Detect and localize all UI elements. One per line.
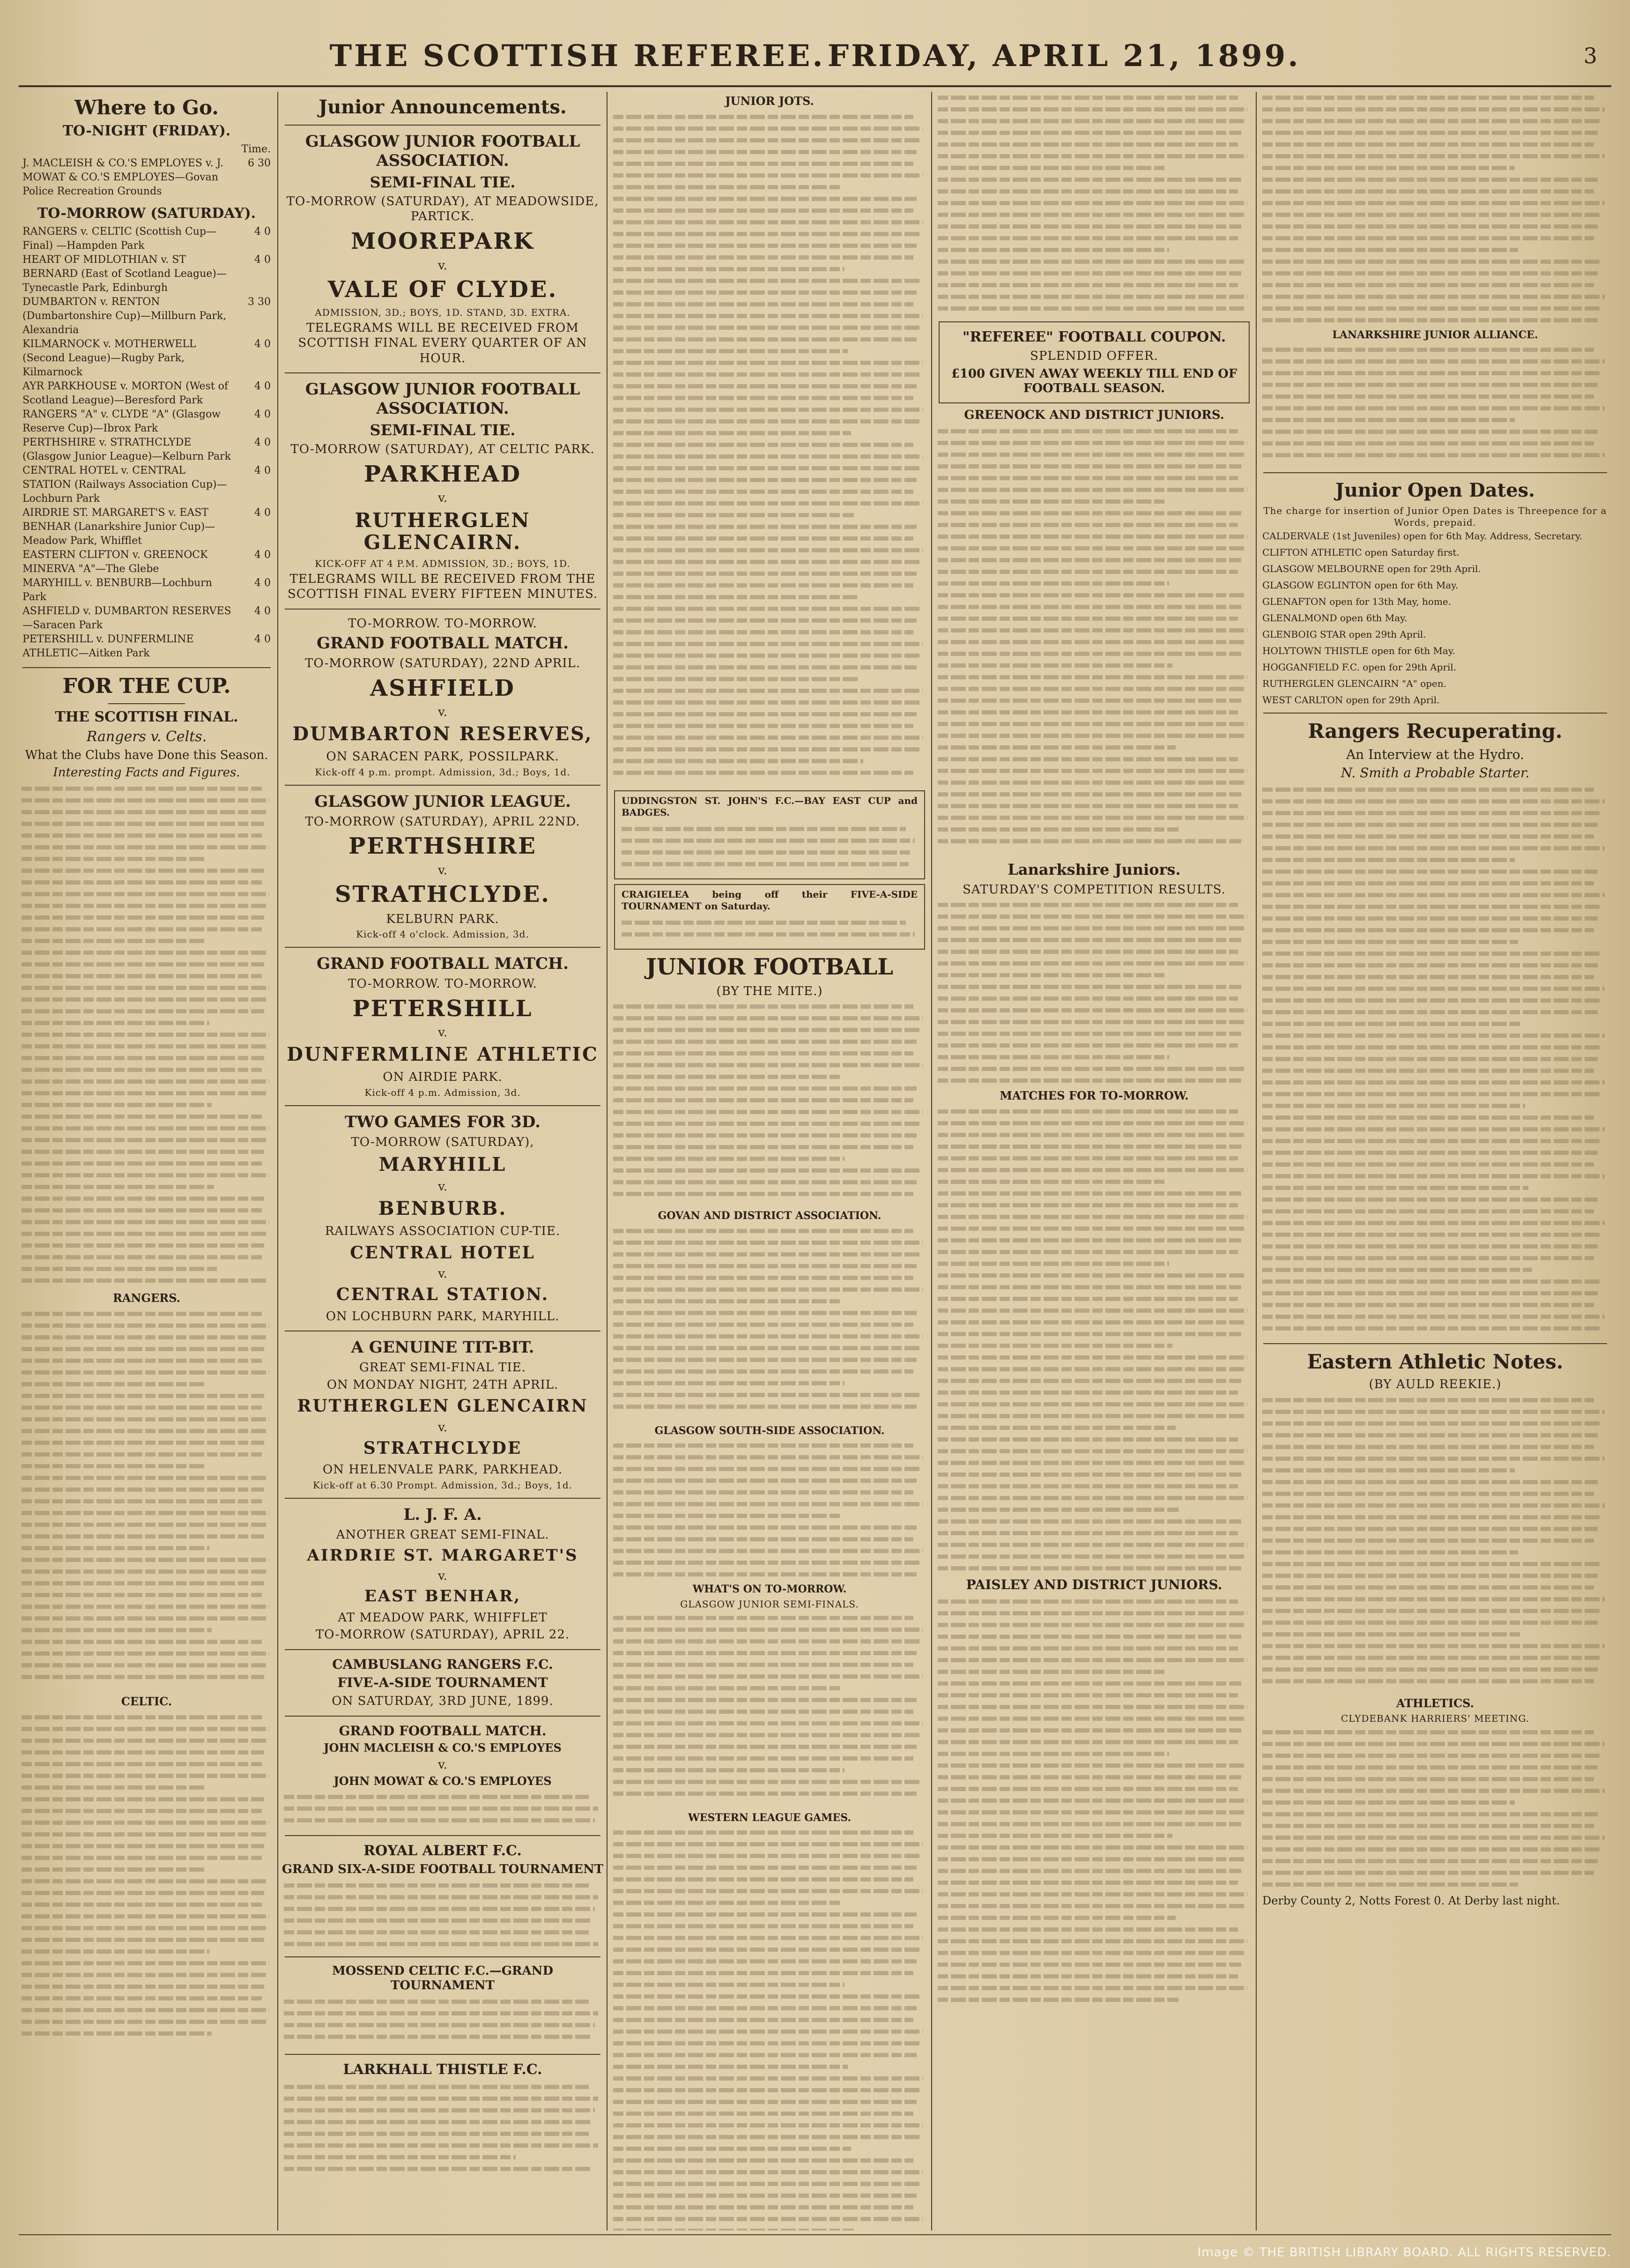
advert-date: ON SATURDAY, 3RD JUNE, 1899. [332, 1694, 554, 1709]
for-the-cup-heading: FOR THE CUP. [62, 674, 231, 699]
advert-team: MOOREPARK [351, 228, 534, 254]
advert-text [622, 917, 918, 945]
rangers-table-heading: RANGERS. [112, 1291, 181, 1305]
time-label: Time. [241, 143, 271, 156]
article-text-block [613, 111, 926, 786]
advert-royal-albert [281, 1843, 604, 1950]
divider [285, 125, 600, 126]
advert-uddingston [614, 790, 925, 879]
open-date-item: RUTHERGLEN GLENCAIRN "A" open. [1262, 678, 1447, 690]
fixture-text: J. MACLEISH & CO.'S EMPLOYES v. J. MOWAT & CO.'S EMPLOYES—Govan Police Recreation Grounds [22, 157, 223, 198]
advert-subtitle: GRAND SIX-A-SIDE FOOTBALL TOURNAMENT [282, 1862, 604, 1876]
fixture-time: 4 0 [254, 549, 271, 561]
fixture-row [22, 156, 271, 199]
lanarkshire-sub: SATURDAY'S COMPETITION RESULTS. [963, 882, 1226, 897]
athletics-heading: ATHLETICS. [1396, 1696, 1474, 1710]
divider [285, 947, 600, 948]
fixture-time: 4 0 [254, 226, 271, 238]
advert-title: GLASGOW JUNIOR LEAGUE. [314, 792, 571, 811]
divider [285, 2054, 600, 2055]
masthead-rule [19, 85, 1611, 87]
advert-admission: Kick-off at 6.30 Prompt. Admission, 3d.; Boys, 1d. [312, 1479, 573, 1491]
column-rule [931, 92, 932, 2231]
fixture-time: 4 0 [254, 465, 271, 477]
advert-date: ON MONDAY NIGHT, 24TH APRIL. [326, 1377, 559, 1392]
open-date-item: GLENAFTON open for 13th May, home. [1262, 596, 1452, 608]
advert-text: CRAIGIELEA being off their FIVE-A-SIDE TOURNAMENT on Saturday. [622, 888, 918, 912]
fixture-row [22, 295, 271, 337]
divider [22, 667, 271, 668]
open-date-item: HOGGANFIELD F.C. open for 29th April. [1262, 662, 1457, 673]
fixture-text: AIRDRIE ST. MARGARET'S v. EAST BENHAR (Lanarkshire Junior Cup)—Meadow Park, Whifflet [22, 507, 215, 547]
facts-heading: Interesting Facts and Figures. [53, 766, 240, 780]
fixture-list [613, 1827, 926, 2231]
fixture-time: 4 0 [254, 577, 271, 589]
coupon-heading: "REFEREE" FOOTBALL COUPON. [962, 329, 1226, 345]
advert-team: BENBURB. [378, 1197, 507, 1220]
advert-date: TO-MORROW (SATURDAY), AT CELTIC PARK. [290, 442, 595, 457]
open-date-item: GLENALMOND open 6th May. [1262, 612, 1408, 624]
advert-title: LARKHALL THISTLE F.C. [343, 2061, 542, 2078]
fixture-time: 4 0 [254, 605, 271, 617]
fixture-text: EASTERN CLIFTON v. GREENOCK MINERVA "A"—The Glebe [22, 549, 208, 575]
celtic-table-heading: CELTIC. [121, 1695, 172, 1709]
advert-team: PETERSHILL [352, 995, 533, 1022]
fixture-text: PERTHSHIRE v. STRATHCLYDE (Glasgow Junior League)—Kelburn Park [22, 437, 231, 463]
advert-text: UDDINGSTON ST. JOHN'S F.C.—BAY EAST CUP and BADGES. [622, 795, 918, 818]
advert-title: GRAND FOOTBALL MATCH. [317, 634, 569, 653]
divider [285, 1956, 600, 1957]
advert-title: L. J. F. A. [403, 1505, 482, 1524]
fixture-text: AYR PARKHOUSE v. MORTON (West of Scotland League)—Beresford Park [22, 380, 229, 407]
greenock-heading: GREENOCK AND DISTRICT JUNIORS. [964, 408, 1224, 422]
junior-jots-heading: JUNIOR JOTS. [725, 94, 814, 108]
advert-subtitle: ANOTHER GREAT SEMI-FINAL. [336, 1527, 549, 1542]
fixture-time: 4 0 [254, 409, 271, 421]
advert-subtitle: GREAT SEMI-FINAL TIE. [359, 1361, 526, 1375]
advert-subtitle: RAILWAYS ASSOCIATION CUP-TIE. [325, 1224, 561, 1239]
final-subheading: Rangers v. Celts. [86, 728, 207, 745]
tonight-fixtures [19, 156, 274, 199]
divider [1263, 472, 1607, 473]
column-rule [277, 92, 278, 2231]
fixture-text: ASHFIELD v. DUMBARTON RESERVES —Saracen Park [22, 605, 231, 632]
advert-date: TO-MORROW (SATURDAY), AT MEADOWSIDE, PARTICK. [286, 194, 599, 224]
tomorrow-fixtures [19, 225, 274, 661]
coupon-prize: £100 GIVEN AWAY WEEKLY TILL END OF FOOTBALL SEASON. [951, 366, 1237, 395]
advert-versus: v. [438, 1267, 447, 1281]
advert-team: CENTRAL STATION. [336, 1285, 549, 1305]
fixture-row [22, 253, 271, 295]
advert-place: KELBURN PARK. [386, 912, 499, 926]
advert-subtitle: FIVE-A-SIDE TOURNAMENT [337, 1675, 548, 1691]
league-table [1262, 344, 1608, 466]
fixture-time: 4 0 [254, 380, 271, 393]
fixture-row [22, 548, 271, 576]
advert-title: GRAND FOOTBALL MATCH. [317, 954, 569, 974]
article-text-block [1262, 1394, 1608, 1694]
advert-admission: Kick-off 4 p.m. prompt. Admission, 3d.; Boys, 1d. [315, 766, 570, 778]
open-dates-sub: The charge for insertion of Junior Open Dates is Threepence for a Words, prepaid. [1263, 505, 1607, 528]
fixture-time: 4 0 [254, 507, 271, 519]
divider [285, 372, 600, 373]
open-date-item: CLIFTON ATHLETIC open Saturday first. [1262, 547, 1460, 558]
advert-rutherglen [281, 1338, 604, 1491]
advert-place: ON HELENVALE PARK, PARKHEAD. [322, 1463, 563, 1477]
fixture-row [22, 379, 271, 408]
paisley-heading: PAISLEY AND DISTRICT JUNIORS. [966, 1577, 1222, 1593]
advert-team: AIRDRIE ST. MARGARET'S [307, 1546, 578, 1565]
divider [285, 1716, 600, 1717]
advert-text [284, 2081, 601, 2175]
advert-macleish [281, 1723, 604, 1829]
fixture-time: 4 0 [254, 254, 271, 266]
whats-on-sub: GLASGOW JUNIOR SEMI-FINALS. [680, 1598, 859, 1610]
advert-versus: v. [438, 491, 447, 506]
advert-team: RUTHERGLEN GLENCAIRN. [355, 509, 531, 554]
divider [285, 609, 600, 610]
divider [285, 785, 600, 786]
advert-admission: Kick-off 4 p.m. Admission, 3d. [364, 1086, 521, 1098]
open-date-item: WEST CARLTON open for 29th April. [1262, 694, 1440, 706]
advert-title: ROYAL ALBERT F.C. [363, 1842, 522, 1859]
article-text-block [938, 425, 1251, 856]
fixture-time: 4 0 [254, 437, 271, 449]
divider [285, 1835, 600, 1836]
fixture-row [22, 436, 271, 464]
advert-subtitle: SEMI-FINAL TIE. [370, 173, 516, 191]
article-text-block [1262, 784, 1608, 1337]
article-text-block [938, 1106, 1251, 1574]
fixture-row [22, 576, 271, 604]
advert-versus: v. [438, 1026, 447, 1040]
fixture-text: RANGERS v. CELTIC (Scottish Cup—Final) —Hampden Park [22, 226, 217, 252]
paper-title: THE SCOTTISH REFEREE. [329, 38, 825, 74]
advert-text [284, 1880, 601, 1950]
clydebank-sub: CLYDEBANK HARRIERS' MEETING. [1341, 1713, 1530, 1725]
advert-team: PARKHEAD [363, 461, 522, 487]
advert-team: ASHFIELD [370, 675, 515, 701]
column-right [1260, 92, 1611, 2231]
divider [1263, 713, 1607, 714]
article-text-block [22, 783, 272, 1289]
derby-result: Derby County 2, Notts Forest 0. At Derby last night. [1262, 1894, 1560, 1908]
advert-team: PERTHSHIRE [348, 833, 537, 860]
south-side-heading: GLASGOW SOUTH-SIDE ASSOCIATION. [654, 1424, 885, 1437]
advert-text [284, 1791, 601, 1829]
fixture-row [22, 632, 271, 661]
rangers-sub-2: N. Smith a Probable Starter. [1341, 765, 1530, 781]
open-date-item: CALDERVALE (1st Juveniles) open for 6th May. Address, Secretary. [1262, 530, 1583, 542]
advert-team: MARYHILL [378, 1153, 507, 1176]
advert-title: GRAND FOOTBALL MATCH. [339, 1723, 547, 1739]
page-number: 3 [1583, 43, 1597, 68]
advert-versus: v. [438, 1420, 447, 1435]
article-text-block [613, 1225, 926, 1422]
advert-title: GLASGOW JUNIOR FOOTBALL ASSOCIATION. [305, 380, 580, 418]
column-junior-jots [610, 92, 929, 2231]
article-text-block [1262, 1726, 1608, 1895]
junior-football-heading: JUNIOR FOOTBALL [645, 953, 894, 980]
tonight-heading: TO-NIGHT (FRIDAY). [62, 123, 231, 140]
advert-maryhill [281, 1113, 604, 1324]
advert-team: DUMBARTON RESERVES, [292, 723, 593, 745]
column-where-to-go [19, 92, 274, 2231]
advert-airdrie [281, 1505, 604, 1643]
issue-date: FRIDAY, APRIL 21, 1899. [827, 38, 1301, 74]
advert-team: STRATHCLYDE. [334, 881, 551, 907]
fixture-row [22, 464, 271, 506]
fixture-time: 4 0 [254, 633, 271, 646]
advert-admission: Kick-off 4 o'clock. Admission, 3d. [356, 929, 529, 940]
open-dates-heading: Junior Open Dates. [1335, 479, 1535, 502]
eastern-athletic-heading: Eastern Athletic Notes. [1307, 1350, 1563, 1373]
fixture-text: PETERSHILL v. DUNFERMLINE ATHLETIC—Aitken Park [22, 633, 194, 660]
fixture-time: 4 0 [254, 338, 271, 350]
divider [108, 703, 185, 704]
fixture-row [22, 604, 271, 632]
advert-telegrams: TELEGRAMS WILL BE RECEIVED FROM SCOTTISH FINAL EVERY QUARTER OF AN HOUR. [298, 320, 587, 365]
fixture-text: DUMBARTON v. RENTON (Dumbartonshire Cup)—Millburn Park, Alexandria [22, 296, 227, 336]
final-subheading-2: What the Clubs have Done this Season. [25, 748, 268, 762]
article-text-block [1262, 92, 1608, 326]
advert-team: STRATHCLYDE [363, 1438, 522, 1458]
advert-when: TO-MORROW. TO-MORROW. [348, 977, 537, 991]
advert-text [284, 1996, 601, 2047]
advert-versus: v. [438, 1569, 447, 1584]
advert-versus: v. [438, 258, 447, 273]
advert-team: JOHN MOWAT & CO.'S EMPLOYES [333, 1774, 552, 1788]
advert-mossend [281, 1964, 604, 2047]
advert-when: TO-MORROW (SATURDAY), [351, 1135, 534, 1149]
junior-announcements-heading: Junior Announcements. [319, 96, 567, 118]
advert-versus: v. [438, 705, 447, 720]
copyright-watermark: Image © THE BRITISH LIBRARY BOARD. ALL RIGHTS RESERVED. [1197, 2246, 1611, 2260]
divider [285, 1649, 600, 1650]
advert-when: TO-MORROW. TO-MORROW. [348, 616, 537, 631]
advert-perthshire [281, 792, 604, 940]
junior-football-byline: (BY THE MITE.) [716, 984, 823, 998]
advert-title: GLASGOW JUNIOR FOOTBALL ASSOCIATION. [305, 132, 580, 170]
fixture-row [22, 225, 271, 253]
fixture-row [22, 506, 271, 548]
results-table [22, 1711, 272, 2039]
open-date-item: GLASGOW MELBOURNE open for 29th April. [1262, 563, 1481, 575]
open-date-item: HOLYTOWN THISTLE open for 6th May. [1262, 645, 1455, 657]
results-list [938, 899, 1251, 1086]
advert-versus: v. [438, 1757, 447, 1772]
advert-text [622, 823, 918, 875]
tomorrow-heading: TO-MORROW (SATURDAY). [37, 205, 256, 222]
fixture-text: RANGERS "A" v. CLYDE "A" (Glasgow Reserve Cup)—Ibrox Park [22, 409, 221, 435]
advert-date: TO-MORROW (SATURDAY), 22ND APRIL. [305, 656, 580, 671]
fixture-text: KILMARNOCK v. MOTHERWELL (Second League)—Rugby Park, Kilmarnock [22, 338, 196, 379]
fixture-time: 3 30 [248, 296, 271, 308]
lanarkshire-heading: Lanarkshire Juniors. [1008, 861, 1181, 879]
advert-versus: v. [438, 863, 447, 877]
masthead [0, 33, 1630, 84]
open-date-item: GLASGOW EGLINTON open for 6th May. [1262, 580, 1459, 591]
fixture-row [22, 408, 271, 436]
column-rule [1256, 92, 1257, 2231]
column-coupon [935, 92, 1253, 2231]
column-junior-announcements [281, 92, 604, 2231]
advert-title: TWO GAMES FOR 3D. [345, 1112, 541, 1131]
divider [285, 1498, 600, 1499]
advert-place: ON LOCHBURN PARK, MARYHILL. [326, 1309, 560, 1324]
advert-place: ON AIRDIE PARK. [383, 1070, 503, 1085]
advert-title: A GENUINE TIT-BIT. [351, 1338, 534, 1357]
advert-admission: KICK-OFF AT 4 P.M. ADMISSION, 3D.; BOYS, 1D. [315, 558, 570, 569]
fixture-list [613, 1612, 926, 1809]
fixture-time: 6 30 [248, 157, 271, 170]
open-date-item: GLENBOIG STAR open 29th April. [1262, 629, 1426, 640]
article-text-block [938, 1596, 1251, 2008]
time-label-row [22, 142, 271, 156]
article-text-block [613, 1440, 926, 1580]
advert-cambuslang [281, 1657, 604, 1709]
advert-team: RUTHERGLEN GLENCAIRN [297, 1396, 588, 1416]
govan-heading: GOVAN AND DISTRICT ASSOCIATION. [658, 1210, 882, 1222]
divider [285, 1105, 600, 1106]
rangers-recuperating-heading: Rangers Recuperating. [1308, 720, 1563, 743]
matches-heading: MATCHES FOR TO-MORROW. [1000, 1089, 1189, 1103]
article-text-block [938, 92, 1251, 317]
coupon-box [939, 321, 1250, 403]
rangers-sub: An Interview at the Hydro. [1346, 746, 1525, 762]
advert-place: AT MEADOW PARK, WHIFFLET [338, 1610, 548, 1625]
advert-title: MOSSEND CELTIC F.C.—GRAND TOURNAMENT [332, 1963, 553, 1993]
fixture-text: HEART OF MIDLOTHIAN v. ST BERNARD (East of Scotland League)—Tynecastle Park, Edinburgh [22, 254, 227, 294]
advert-telegrams: TELEGRAMS WILL BE RECEIVED FROM THE SCOTTISH FINAL EVERY FIFTEEN MINUTES. [287, 572, 598, 602]
advert-versus: v. [438, 1180, 447, 1194]
advert-moorepark [281, 132, 604, 366]
advert-ashfield [281, 616, 604, 778]
advert-place: ON SARACEN PARK, POSSILPARK. [326, 750, 559, 764]
advert-craigielea [614, 884, 925, 950]
advert-team: VALE OF CLYDE. [327, 276, 558, 303]
whats-on-heading: WHAT'S ON TO-MORROW. [692, 1583, 847, 1596]
scottish-final-heading: THE SCOTTISH FINAL. [55, 708, 238, 725]
fixture-row [22, 337, 271, 379]
western-league-heading: WESTERN LEAGUE GAMES. [688, 1811, 851, 1824]
advert-team: EAST BENHAR, [364, 1587, 521, 1606]
article-text-block [613, 1001, 926, 1207]
advert-larkhall [281, 2061, 604, 2175]
eastern-byline: (BY AULD REEKIE.) [1369, 1377, 1502, 1392]
fixture-text: CENTRAL HOTEL v. CENTRAL STATION (Railways Association Cup)—Lochburn Park [22, 465, 227, 505]
lanark-alliance-heading: LANARKSHIRE JUNIOR ALLIANCE. [1332, 329, 1538, 341]
advert-subtitle: SEMI-FINAL TIE. [370, 421, 516, 439]
advert-title: CAMBUSLANG RANGERS F.C. [332, 1656, 553, 1672]
where-to-go-heading: Where to Go. [74, 96, 219, 119]
advert-team: DUNFERMLINE ATHLETIC [287, 1043, 599, 1066]
coupon-sub: SPLENDID OFFER. [1030, 349, 1158, 363]
advert-admission: ADMISSION, 3D.; BOYS, 1D. STAND, 3D. EXTRA. [315, 306, 570, 318]
advert-date: TO-MORROW (SATURDAY), APRIL 22ND. [305, 814, 580, 829]
divider [1263, 1343, 1607, 1344]
results-table [22, 1308, 272, 1692]
advert-team: JOHN MACLEISH & CO.'S EMPLOYES [324, 1741, 562, 1755]
open-dates-list [1260, 530, 1611, 706]
fixture-text: MARYHILL v. BENBURB—Lochburn Park [22, 577, 212, 603]
advert-parkhead [281, 380, 604, 602]
advert-team: CENTRAL HOTEL [350, 1242, 535, 1263]
bottom-rule [19, 2234, 1611, 2235]
advert-petershill [281, 954, 604, 1099]
column-rule [607, 92, 608, 2231]
advert-date: TO-MORROW (SATURDAY), APRIL 22. [315, 1628, 570, 1642]
